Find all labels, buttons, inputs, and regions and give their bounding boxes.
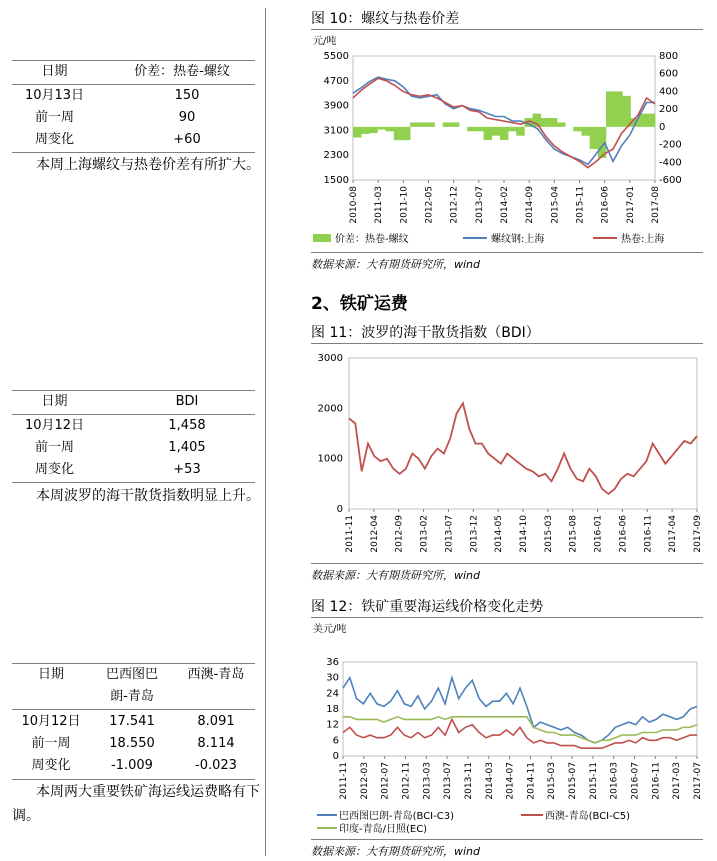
x-tick-label: 2015-08 (568, 515, 579, 553)
spread-bar (533, 114, 541, 127)
legend-label: 热卷:上海 (621, 234, 665, 245)
spread-table (12, 60, 255, 152)
spread-bar (394, 127, 402, 140)
spread-bar (647, 114, 655, 127)
series-line (343, 719, 697, 748)
y-tick-label: 36 (326, 657, 339, 668)
spread-bar (475, 127, 483, 131)
x-tick-label: 2014-07 (505, 762, 516, 800)
table-cell: 18.550 (109, 736, 155, 751)
x-tick-label: 2012-11 (401, 762, 412, 800)
legend-label: 价差：热卷-螺纹 (335, 234, 409, 245)
x-tick-label: 2015-07 (568, 762, 579, 800)
spread-bar (582, 127, 590, 136)
table-cell: 前一周 (31, 736, 71, 751)
spread-bar (377, 127, 385, 130)
x-tick-label: 2015-04 (550, 185, 561, 224)
x-tick-label: 2017-09 (693, 515, 703, 553)
spread-bar (410, 122, 418, 126)
y-tick-label: 0 (332, 751, 339, 762)
x-tick-label: 2014-09 (525, 186, 536, 224)
table-cell: 10月12日 (21, 714, 81, 729)
spread-bar (508, 127, 516, 131)
y-right-tick-label: -200 (659, 139, 682, 151)
y-right-tick-label: 600 (659, 68, 679, 80)
table-cell: 1,458 (168, 418, 206, 433)
spread-chart (311, 30, 703, 250)
x-tick-label: 2012-12 (449, 186, 460, 224)
y-left-tick-label: 4700 (323, 75, 349, 87)
table-cell: 周变化 (31, 758, 71, 773)
source-note: 数据来源：大有期货研究所，wind (311, 258, 481, 271)
table-header-bdi: BDI (175, 394, 199, 409)
freight-chart (311, 618, 703, 838)
x-tick-label: 2015-11 (575, 186, 586, 224)
table-cell: 前一周 (34, 440, 74, 455)
y-tick-label: 12 (326, 719, 339, 731)
bdi-line (349, 403, 697, 494)
table-cell: 10月13日 (24, 88, 85, 103)
x-tick-label: 2012-03 (359, 762, 370, 800)
bdi-chart (311, 346, 703, 560)
table-cell: 周变化 (34, 462, 74, 477)
y-tick-label: 6 (332, 735, 339, 747)
y-tick-label: 30 (326, 672, 339, 684)
x-tick-label: 2014-10 (519, 515, 529, 553)
y-right-tick-label: 200 (659, 104, 679, 116)
spread-bar (557, 122, 565, 126)
table-cell: +53 (173, 462, 201, 477)
spread-bar (361, 127, 369, 134)
x-tick-label: 2017-07 (693, 762, 703, 800)
spread-bar (516, 127, 524, 136)
paragraph: 本周上海螺纹与热卷价差有所扩大。 (36, 157, 260, 173)
x-tick-label: 2016-06 (618, 515, 629, 553)
legend-swatch-spread (313, 234, 331, 242)
figure-rule (311, 252, 703, 253)
figure-title: 图 11：波罗的海干散货指数（BDI） (311, 325, 540, 341)
y-right-tick-label: -400 (659, 157, 682, 169)
x-tick-label: 2014-11 (526, 762, 537, 800)
spread-bar (573, 127, 581, 131)
y-right-tick-label: 800 (659, 51, 679, 62)
spread-bar (541, 118, 549, 127)
spread-bar (467, 127, 475, 131)
x-tick-label: 2015-03 (547, 762, 558, 800)
unit-label: 元/吨 (313, 36, 337, 47)
figure-rule (311, 839, 703, 840)
y-left-tick-label: 5500 (323, 51, 349, 62)
x-tick-label: 2011-03 (374, 186, 385, 224)
x-tick-label: 2013-07 (474, 186, 485, 224)
source-note: 数据来源：大有期货研究所，wind (311, 845, 481, 858)
table-header-date: 日期 (41, 64, 68, 79)
table-header-date: 日期 (37, 667, 64, 682)
x-tick-label: 2016-11 (651, 762, 662, 800)
spread-bar (426, 122, 434, 126)
x-tick-label: 2012-05 (424, 186, 435, 224)
source-note: 数据来源：大有期货研究所，wind (311, 569, 481, 582)
x-tick-label: 2013-07 (444, 515, 455, 553)
x-tick-label: 2014-03 (484, 762, 495, 800)
paragraph: 本周两大重要铁矿海运线运费略有下调。 (12, 784, 260, 824)
x-tick-label: 2017-04 (668, 515, 679, 553)
y-left-tick-label: 1500 (323, 175, 349, 186)
table-cell: 8.091 (197, 714, 235, 729)
y-left-tick-label: 2300 (323, 150, 349, 162)
table-cell: -1.009 (111, 758, 153, 773)
unit-label: 美元/吨 (313, 624, 347, 635)
x-tick-label: 2014-05 (494, 515, 505, 553)
legend-label: 螺纹钢:上海 (491, 234, 545, 245)
spread-bar (443, 122, 451, 126)
x-tick-label: 2012-09 (394, 515, 405, 553)
spread-bar (590, 127, 598, 149)
legend-label: 巴西图巴朗-青岛(BCI-C3) (339, 811, 454, 822)
table-cell: 1,405 (168, 440, 206, 455)
y-tick-label: 1000 (317, 453, 343, 465)
x-tick-label: 2013-03 (422, 762, 433, 800)
spread-bar (622, 96, 630, 127)
y-tick-label: 0 (336, 504, 343, 515)
x-tick-label: 2014-02 (500, 186, 510, 224)
table-header-date: 日期 (41, 394, 68, 409)
x-tick-label: 2011-11 (345, 515, 355, 553)
table-cell: +60 (173, 132, 201, 147)
y-left-tick-label: 3100 (323, 125, 349, 137)
spread-bar (369, 127, 377, 133)
y-right-tick-label: 400 (659, 86, 679, 98)
table-header-brazil: 巴西图巴 (105, 667, 158, 682)
y-right-tick-label: 0 (659, 121, 666, 133)
y-tick-label: 24 (326, 688, 339, 700)
table-cell: 150 (174, 88, 200, 103)
x-tick-label: 2010-08 (349, 186, 359, 224)
x-tick-label: 2017-08 (651, 186, 661, 224)
table-cell: 10月12日 (24, 418, 85, 433)
x-tick-label: 2017-03 (672, 762, 683, 800)
x-tick-label: 2012-04 (369, 515, 380, 553)
figure-rule (311, 343, 703, 344)
y-tick-label: 2000 (317, 403, 343, 415)
figure-title: 图 12：铁矿重要海运线价格变化走势 (311, 599, 544, 615)
table-cell: 90 (178, 110, 196, 125)
table-cell: 17.541 (109, 714, 155, 729)
table-cell: 8.114 (197, 736, 235, 751)
spread-bar (451, 122, 459, 126)
freight-table (12, 663, 255, 779)
spread-bar (418, 122, 426, 126)
table-cell: -0.023 (195, 758, 237, 773)
x-tick-label: 2015-03 (543, 515, 554, 553)
spread-bar (402, 127, 410, 140)
y-tick-label: 18 (326, 704, 339, 715)
x-tick-label: 2013-07 (443, 762, 454, 800)
table-header-spread: 价差：热卷-螺纹 (134, 64, 230, 79)
table-cell: 前一周 (34, 110, 74, 125)
x-tick-label: 2016-03 (609, 762, 620, 800)
x-tick-label: 2016-01 (593, 515, 604, 553)
x-tick-label: 2016-11 (643, 515, 654, 553)
table-header-australia: 西澳-青岛 (187, 667, 245, 682)
x-tick-label: 2013-02 (419, 515, 430, 553)
x-tick-label: 2016-06 (600, 186, 611, 224)
column-divider (265, 8, 266, 856)
table-cell: 周变化 (34, 132, 74, 147)
x-tick-label: 2012-07 (380, 762, 391, 800)
spread-bar (484, 127, 492, 140)
x-tick-label: 2013-12 (469, 515, 480, 553)
spread-bar (492, 127, 500, 136)
figure-title: 图 10：螺纹与热卷价差 (311, 11, 460, 27)
table-header-brazil-line2: 朗-青岛 (110, 689, 154, 704)
spread-bar (549, 118, 557, 127)
plot-frame (343, 662, 697, 756)
x-tick-label: 2016-07 (630, 762, 641, 800)
spread-bar (500, 127, 508, 140)
paragraph: 本周波罗的海干散货指数明显上升。 (36, 488, 260, 504)
spread-bar (353, 127, 361, 138)
x-tick-label: 2011-11 (339, 762, 349, 800)
section-heading: 2、铁矿运费 (311, 294, 408, 314)
y-right-tick-label: -600 (659, 175, 682, 186)
y-tick-label: 3000 (317, 353, 343, 364)
legend-label: 印度-青岛/日照(EC) (339, 824, 428, 835)
y-left-tick-label: 3900 (323, 100, 349, 112)
x-tick-label: 2013-11 (463, 762, 474, 800)
figure-rule (311, 563, 703, 564)
bdi-table (12, 390, 255, 482)
x-tick-label: 2011-10 (399, 186, 410, 224)
spread-bar (386, 127, 394, 131)
legend-label: 西澳-青岛(BCI-C5) (545, 811, 630, 822)
spread-bar (606, 91, 614, 126)
plot-frame (349, 358, 697, 509)
x-tick-label: 2017-01 (625, 186, 636, 224)
spread-bar (614, 91, 622, 126)
x-tick-label: 2015-11 (588, 762, 599, 800)
